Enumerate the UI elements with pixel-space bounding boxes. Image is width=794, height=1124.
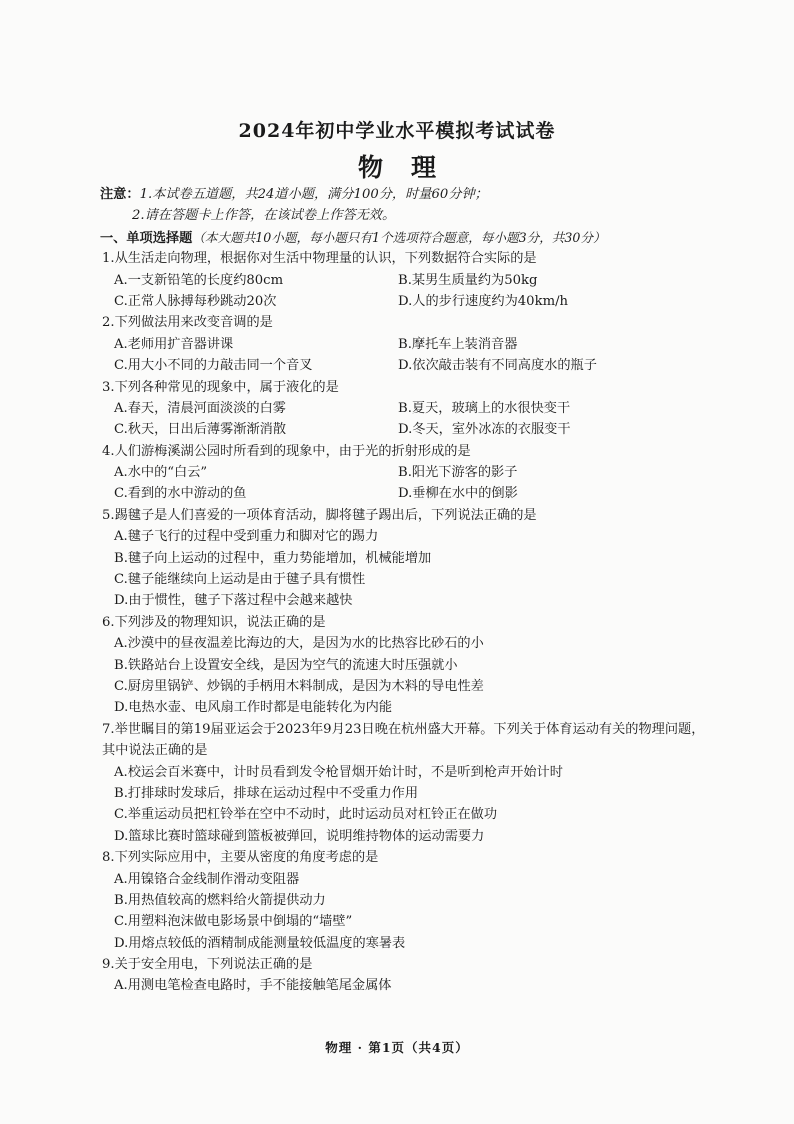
question-6-option-d: D.电热水壶、电风扇工作时都是电能转化为内能 (114, 700, 393, 716)
question-3-option-a: A.春天，清晨河面淡淡的白雾 (114, 400, 286, 416)
question-7-option-b: B.打排球时发球后，排球在运动过程中不受重力作用 (114, 785, 419, 801)
question-1-option-c: C.正常人脉搏每秒跳动20次 (114, 293, 277, 309)
question-5-stem: 5.踢毽子是人们喜爱的一项体育活动，脚将毽子踢出后，下列说法正确的是 (102, 507, 537, 523)
question-3-option-c: C.秋天，日出后薄雾渐渐消散 (114, 422, 287, 438)
question-4-options-row-2 (100, 483, 760, 504)
question-7-option-a: A.校运会百米赛中，计时员看到发令枪冒烟开始计时，不是听到枪声开始计时 (114, 764, 563, 780)
question-1-options-row-1 (100, 270, 760, 291)
question-9-stem: 9.关于安全用电，下列说法正确的是 (102, 957, 313, 973)
question-8-option-b: B.用热值较高的燃料给火箭提供动力 (114, 892, 326, 908)
question-8-stem: 8.下列实际应用中，主要从密度的角度考虑的是 (102, 850, 379, 866)
question-4-option-b: B.阳光下游客的影子 (398, 465, 518, 481)
question-2-options-row-2 (100, 355, 760, 376)
question-3-options-row-2 (100, 419, 760, 440)
section-title: 一、单项选择题 (100, 230, 193, 246)
question-2-stem: 2.下列做法用来改变音调的是 (102, 315, 273, 331)
question-3-stem: 3.下列各种常见的现象中，属于液化的是 (102, 379, 339, 395)
question-3-option-d: D.冬天，室外冰冻的衣服变干 (398, 422, 571, 438)
question-2-option-b: B.摩托车上装消音器 (398, 336, 518, 352)
exam-content (100, 184, 760, 997)
question-5-option-d: D.由于惯性，毽子下落过程中会越来越快 (114, 593, 353, 609)
question-4-options-row-1 (100, 462, 760, 483)
subject-title: 物理 (357, 153, 464, 182)
section-heading (100, 227, 760, 248)
question-6-option-c: C.厨房里锅铲、炒锅的手柄用木料制成，是因为木料的导电性差 (114, 678, 484, 694)
notice-line-2: 2.请在答题卡上作答，在该试卷上作答无效。 (132, 208, 396, 224)
question-1-option-b: B.某男生质量约为50kg (398, 272, 538, 288)
question-5-option-b: B.毽子向上运动的过程中，重力势能增加，机械能增加 (114, 550, 432, 566)
question-1-option-a: A.一支新铅笔的长度约80cm (114, 272, 284, 288)
question-5-option-a: A.毽子飞行的过程中受到重力和脚对它的踢力 (114, 529, 379, 545)
question-7-option-d: D.篮球比赛时篮球碰到篮板被弹回，说明维持物体的运动需要力 (114, 828, 485, 844)
question-5-option-c: C.毽子能继续向上运动是由于毽子具有惯性 (114, 572, 366, 588)
question-3-option-b: B.夏天，玻璃上的水很快变干 (398, 400, 571, 416)
question-6-option-a: A.沙漠中的昼夜温差比海边的大，是因为水的比热容比砂石的小 (114, 636, 484, 652)
question-9-option-a: A.用测电笔检查电路时，手不能接触笔尾金属体 (114, 978, 392, 994)
question-6-option-b: B.铁路站台上设置安全线，是因为空气的流速大时压强就小 (114, 657, 458, 673)
question-3-options-row-1 (100, 398, 760, 419)
question-4-option-a: A.水中的“白云” (114, 465, 208, 481)
question-1-options-row-2 (100, 291, 760, 312)
page-footer: 物理 · 第1页（共4页） (325, 1040, 469, 1055)
question-8-option-c: C.用塑料泡沫做电影场景中倒塌的“墙壁” (114, 914, 353, 930)
section-description: （本大题共10小题，每小题只有1个选项符合题意，每小题3分，共30分） (192, 229, 606, 245)
question-7-stem: 7.举世瞩目的第19届亚运会于2023年9月23日晚在杭州盛大开幕。下列关于体育运动有关的物理问题， (102, 721, 705, 737)
exam-title: 2024年初中学业水平模拟考试试卷 (238, 120, 556, 142)
question-2-option-d: D.依次敲击装有不同高度水的瓶子 (398, 358, 597, 374)
question-1-option-d: D.人的步行速度约为40km/h (398, 293, 569, 309)
question-6-stem: 6.下列涉及的物理知识，说法正确的是 (102, 614, 326, 630)
question-4-stem: 4.人们游梅溪湖公园时所看到的现象中，由于光的折射形成的是 (102, 443, 471, 459)
question-8-option-d: D.用熔点较低的酒精制成能测量较低温度的寒暑表 (114, 935, 406, 951)
question-2-options-row-1 (100, 334, 760, 355)
notice-label: 注意： (100, 187, 140, 202)
question-2-option-c: C.用大小不同的力敲击同一个音叉 (114, 358, 313, 374)
notice-line-1 (100, 184, 760, 205)
question-7-option-c: C.举重运动员把杠铃举在空中不动时，此时运动员对杠铃正在做功 (114, 807, 498, 823)
question-8-option-a: A.用镍铬合金线制作滑动变阻器 (114, 871, 300, 887)
question-4-option-c: C.看到的水中游动的鱼 (114, 486, 247, 502)
question-4-option-d: D.垂柳在水中的倒影 (398, 486, 518, 502)
notice-text-1: 1.本试卷五道题，共24道小题，满分100分，时量60分钟； (139, 187, 488, 202)
question-1-stem: 1.从生活走向物理，根据你对生活中物理量的认识，下列数据符合实际的是 (102, 251, 537, 267)
question-2-option-a: A.老师用扩音器讲课 (114, 336, 234, 352)
question-7-stem-continued: 其中说法正确的是 (102, 743, 208, 759)
